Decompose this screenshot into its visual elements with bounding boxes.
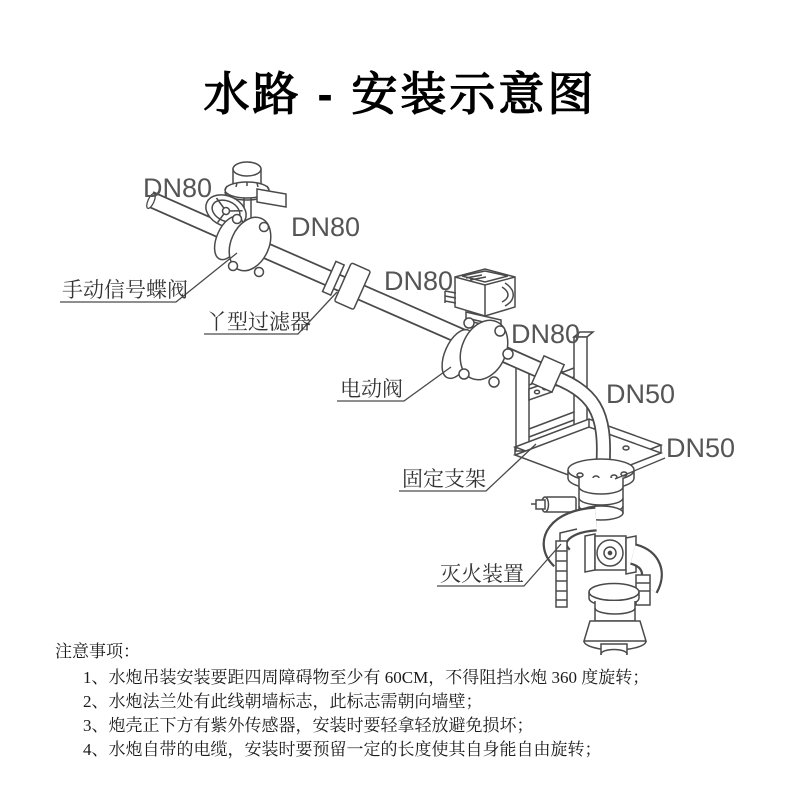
label-dn80-4: DN80 [511, 319, 581, 349]
note-item-1: 1、水炮吊装安装要距四周障碍物至少有 60CM，不得阻挡水炮 360 度旋转； [83, 668, 650, 687]
notes-heading: 注意事项： [55, 642, 140, 661]
label-fixed-bracket: 固定支架 [402, 467, 486, 491]
label-dn50-1: DN50 [606, 379, 676, 409]
label-fire-extinguishing-device: 灭火装置 [440, 562, 524, 586]
label-dn80-1: DN80 [143, 173, 213, 203]
notes-section [55, 640, 765, 762]
installation-diagram [0, 145, 800, 655]
isometric-piping-drawing [0, 145, 800, 655]
label-dn50-2: DN50 [666, 433, 736, 463]
note-item-2: 2、水炮法兰处有此线朝墙标志，此标志需朝向墙壁； [83, 692, 483, 711]
note-item-4: 4、水炮自带的电缆，安装时要预留一定的长度使其自身能自由旋转； [83, 740, 602, 759]
note-item-3: 3、炮壳正下方有紫外传感器，安装时要轻拿轻放避免损坏； [83, 716, 534, 735]
page-title: 水路 - 安装示意图 [203, 68, 597, 120]
label-dn80-2: DN80 [291, 212, 361, 242]
label-y-type-strainer: 丫型过滤器 [206, 310, 311, 334]
label-dn80-3: DN80 [384, 266, 454, 296]
label-manual-signal-butterfly-valve: 手动信号蝶阀 [62, 278, 188, 302]
label-electric-valve: 电动阀 [340, 377, 403, 401]
